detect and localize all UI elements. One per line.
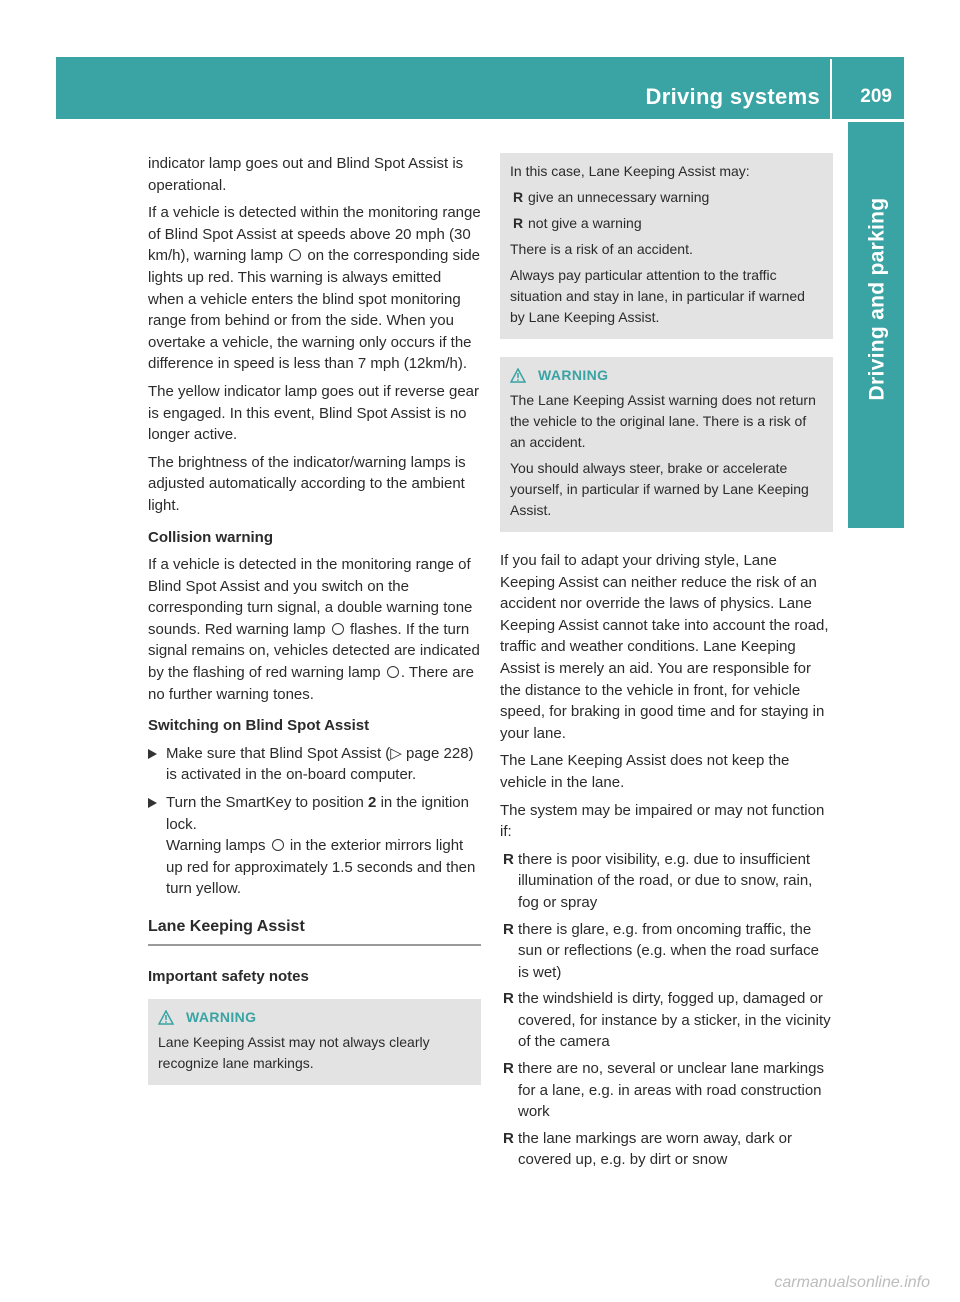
left-column xyxy=(148,153,481,1103)
warning-triangle-icon xyxy=(158,1010,174,1025)
warning-lamp-icon xyxy=(332,623,344,635)
warning-box xyxy=(148,999,481,1085)
page-header xyxy=(56,57,904,119)
switching-on-heading: Switching on Blind Spot Assist xyxy=(148,717,370,735)
side-tab-label: Driving and parking xyxy=(865,197,888,401)
warning-lamp-icon xyxy=(387,666,399,678)
subsection-title: Important safety notes xyxy=(148,967,309,985)
paragraph: The yellow indicator lamp goes out if reverse gear is engaged. In this event, Blind Spot Assist is no longer active. xyxy=(148,382,479,444)
list-item: R there is glare, e.g. from oncoming traffic, the sun or reflections (e.g. when the road surface is wet) xyxy=(503,920,819,981)
list-item: R the lane markings are worn away, dark or covered up, e.g. by dirt or snow xyxy=(503,1129,793,1169)
list-item: R there is poor visibility, e.g. due to insufficient illumination of the road, or due to snow, rain, fog or spray xyxy=(503,850,813,911)
paragraph: If a vehicle is detected within the monitoring range of Blind Spot Assist at speeds above 20 mph (30 km/h), warning lamp on the corresponding side lights up red. This warning is always emitted when a vehicle enters the blind spot monitoring range from behind or from the side. When you overtake a vehicle, the warning only occurs if the difference in speed is less than 7 mph (12km/h). xyxy=(148,204,481,373)
list-item: R give an unnecessary warning xyxy=(513,189,710,205)
step-arrow-icon xyxy=(148,798,157,808)
list-item: R not give a warning xyxy=(513,215,642,231)
warning-text: You should always steer, brake or accelerate yourself, in particular if warned by Lane Keeping Assist. xyxy=(510,460,809,518)
warning-label: WARNING xyxy=(538,367,609,383)
side-tab-block xyxy=(848,486,904,528)
paragraph: The brightness of the indicator/warning lamps is adjusted automatically according to the ambient light. xyxy=(148,453,466,514)
right-column xyxy=(500,153,833,1176)
collision-warning-heading: Collision warning xyxy=(148,528,274,546)
header-divider xyxy=(830,59,832,119)
list-item: R there are no, several or unclear lane markings for a lane, e.g. in areas with road construction work xyxy=(503,1060,824,1121)
warning-triangle-icon xyxy=(510,368,526,383)
step-arrow-icon xyxy=(148,749,157,759)
warning-box xyxy=(500,357,833,532)
paragraph: indicator lamp goes out and Blind Spot Assist is operational. xyxy=(148,155,464,194)
paragraph: Always pay particular attention to the traffic situation and stay in lane, in particular if warned by Lane Keeping Assist. xyxy=(510,267,805,325)
instruction-step: Turn the SmartKey to position 2 in the ignition lock. Warning lamps in the exterior mirrors light up red for approximately 1.5 seconds and then turn yellow. xyxy=(148,792,481,900)
list-item: R the windshield is dirty, fogged up, damaged or covered, for instance by a sticker, in the vicinity of the camera xyxy=(503,990,831,1051)
paragraph: If you fail to adapt your driving style, Lane Keeping Assist can neither reduce the risk of an accident nor override the laws of physics. Lane Keeping Assist cannot take into account the road, traffic and weather conditions. Lane Keeping Assist is merely an aid. You are responsible for the distance to the vehicle in front, for vehicle speed, for braking in good time and for staying in your lane. xyxy=(500,552,829,742)
page-number: 209 xyxy=(860,86,892,107)
instruction-step: Make sure that Blind Spot Assist (▷ page 228) is activated in the on-board computer. xyxy=(148,743,481,786)
watermark: carmanualsonline.info xyxy=(774,1274,930,1291)
paragraph: There is a risk of an accident. xyxy=(510,241,693,257)
warning-lamp-icon xyxy=(289,249,301,261)
warning-label: WARNING xyxy=(186,1009,257,1026)
paragraph: The Lane Keeping Assist does not keep the vehicle in the lane. xyxy=(500,752,790,791)
header-title: Driving systems xyxy=(645,84,820,109)
info-box xyxy=(500,153,833,339)
side-tab xyxy=(848,122,904,486)
paragraph: If a vehicle is detected in the monitoring range of Blind Spot Assist and you switch on the corresponding turn signal, a double warning tone sounds. Red warning lamp flashes. If the turn signal remains on, vehicles detected are indicated by the flashing of red warning lamp . There are no further warning tones. xyxy=(148,556,480,703)
warning-text: The Lane Keeping Assist warning does not return the vehicle to the original lane. There is a risk of an accident. xyxy=(510,392,816,450)
warning-text: Lane Keeping Assist may not always clearly recognize lane markings. xyxy=(158,1034,430,1072)
paragraph: The system may be impaired or may not function if: xyxy=(500,801,825,841)
box-intro: In this case, Lane Keeping Assist may: xyxy=(510,163,750,179)
section-title: Lane Keeping Assist xyxy=(148,916,481,946)
warning-lamp-icon xyxy=(272,839,284,851)
